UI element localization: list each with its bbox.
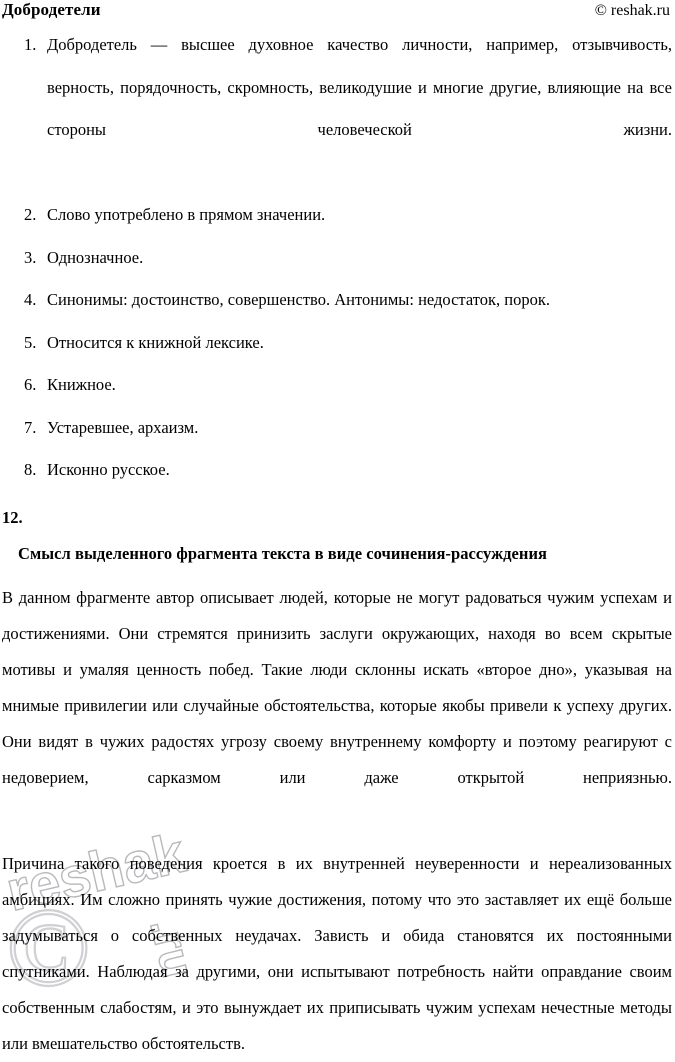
list-item (0, 237, 675, 280)
list-item-text: Добродетель — высшее духовное качество личности, например, отзывчивость, верность, порядочность, скромность, великодушие и многие другие, влияющие на все стороны человеческой жизни. (47, 35, 672, 139)
list-item-text: Устаревшее, архаизм. (47, 417, 199, 437)
list-item-marker: 4. (24, 290, 37, 309)
list-item-marker: 8. (24, 460, 37, 479)
section-subtitle: Смысл выделенного фрагмента текста в виде сочинения-рассуждения (18, 543, 547, 563)
list-item-text: Однозначное. (47, 247, 144, 267)
list-item-text: Относится к книжной лексике. (47, 332, 264, 352)
list-item (0, 449, 675, 492)
list-item-marker: 7. (24, 417, 37, 437)
copyright-notice: © reshak.ru (594, 2, 670, 19)
body-paragraph: Причина такого поведения кроется в их внутренней неуверенности и нереализованных амбициях. Им сложно принять чужие достижения, потому что это заставляет их ещё больше задумываться о собственных неудачах. Зависть и обида становятся их постоянными спутниками. Наблюдая за другими, они испытывают потребность найти оправдание своим собственным слабостям, и это вынуждает их приписывать чужим успехам нечестные методы или вмешательство обстоятельств. (2, 853, 672, 1053)
list-item-text: Синонимы: достоинство, совершенство. Антонимы: недостаток, порок. (47, 290, 550, 309)
list-item (0, 407, 675, 450)
list-item (0, 24, 675, 194)
page-title: Добродетели (2, 0, 101, 19)
list-item-text: Книжное. (47, 375, 116, 394)
list-item-marker: 5. (24, 332, 37, 352)
list-item-marker: 6. (24, 375, 37, 394)
body-paragraph: В данном фрагменте автор описывает людей, которые не могут радоваться чужим успехам и достижениями. Они стремятся принизить заслуги окружающих, находя во всем скрытые мотивы и умаляя ценность побед. Такие люди склонны искать «второе дно», указывая на мнимые привилегии или случайные обстоятельства, которые якобы привели к успеху других. Они видят в чужих радостях угрозу своему внутреннему комфорту и поэтому реагируют с недоверием, сарказмом или даже открытой неприязнью. (2, 587, 672, 787)
list-item (0, 194, 675, 237)
list-item-marker: 1. (24, 35, 37, 54)
list-item (0, 279, 675, 322)
list-item (0, 322, 675, 365)
watermark-brand-text: reshak (0, 820, 191, 923)
list-item-marker: 2. (24, 205, 37, 224)
answer-list (0, 24, 675, 492)
list-item-text: Исконно русское. (47, 460, 170, 479)
list-item (0, 364, 675, 407)
page-header (0, 0, 675, 24)
list-item-text: Слово употреблено в прямом значении. (47, 205, 326, 224)
watermark-domain-text: .ru (140, 912, 205, 983)
list-item-marker: 3. (24, 247, 37, 267)
watermark-copyright-glyph: © (6, 886, 92, 1010)
section-number: 12. (2, 507, 23, 527)
